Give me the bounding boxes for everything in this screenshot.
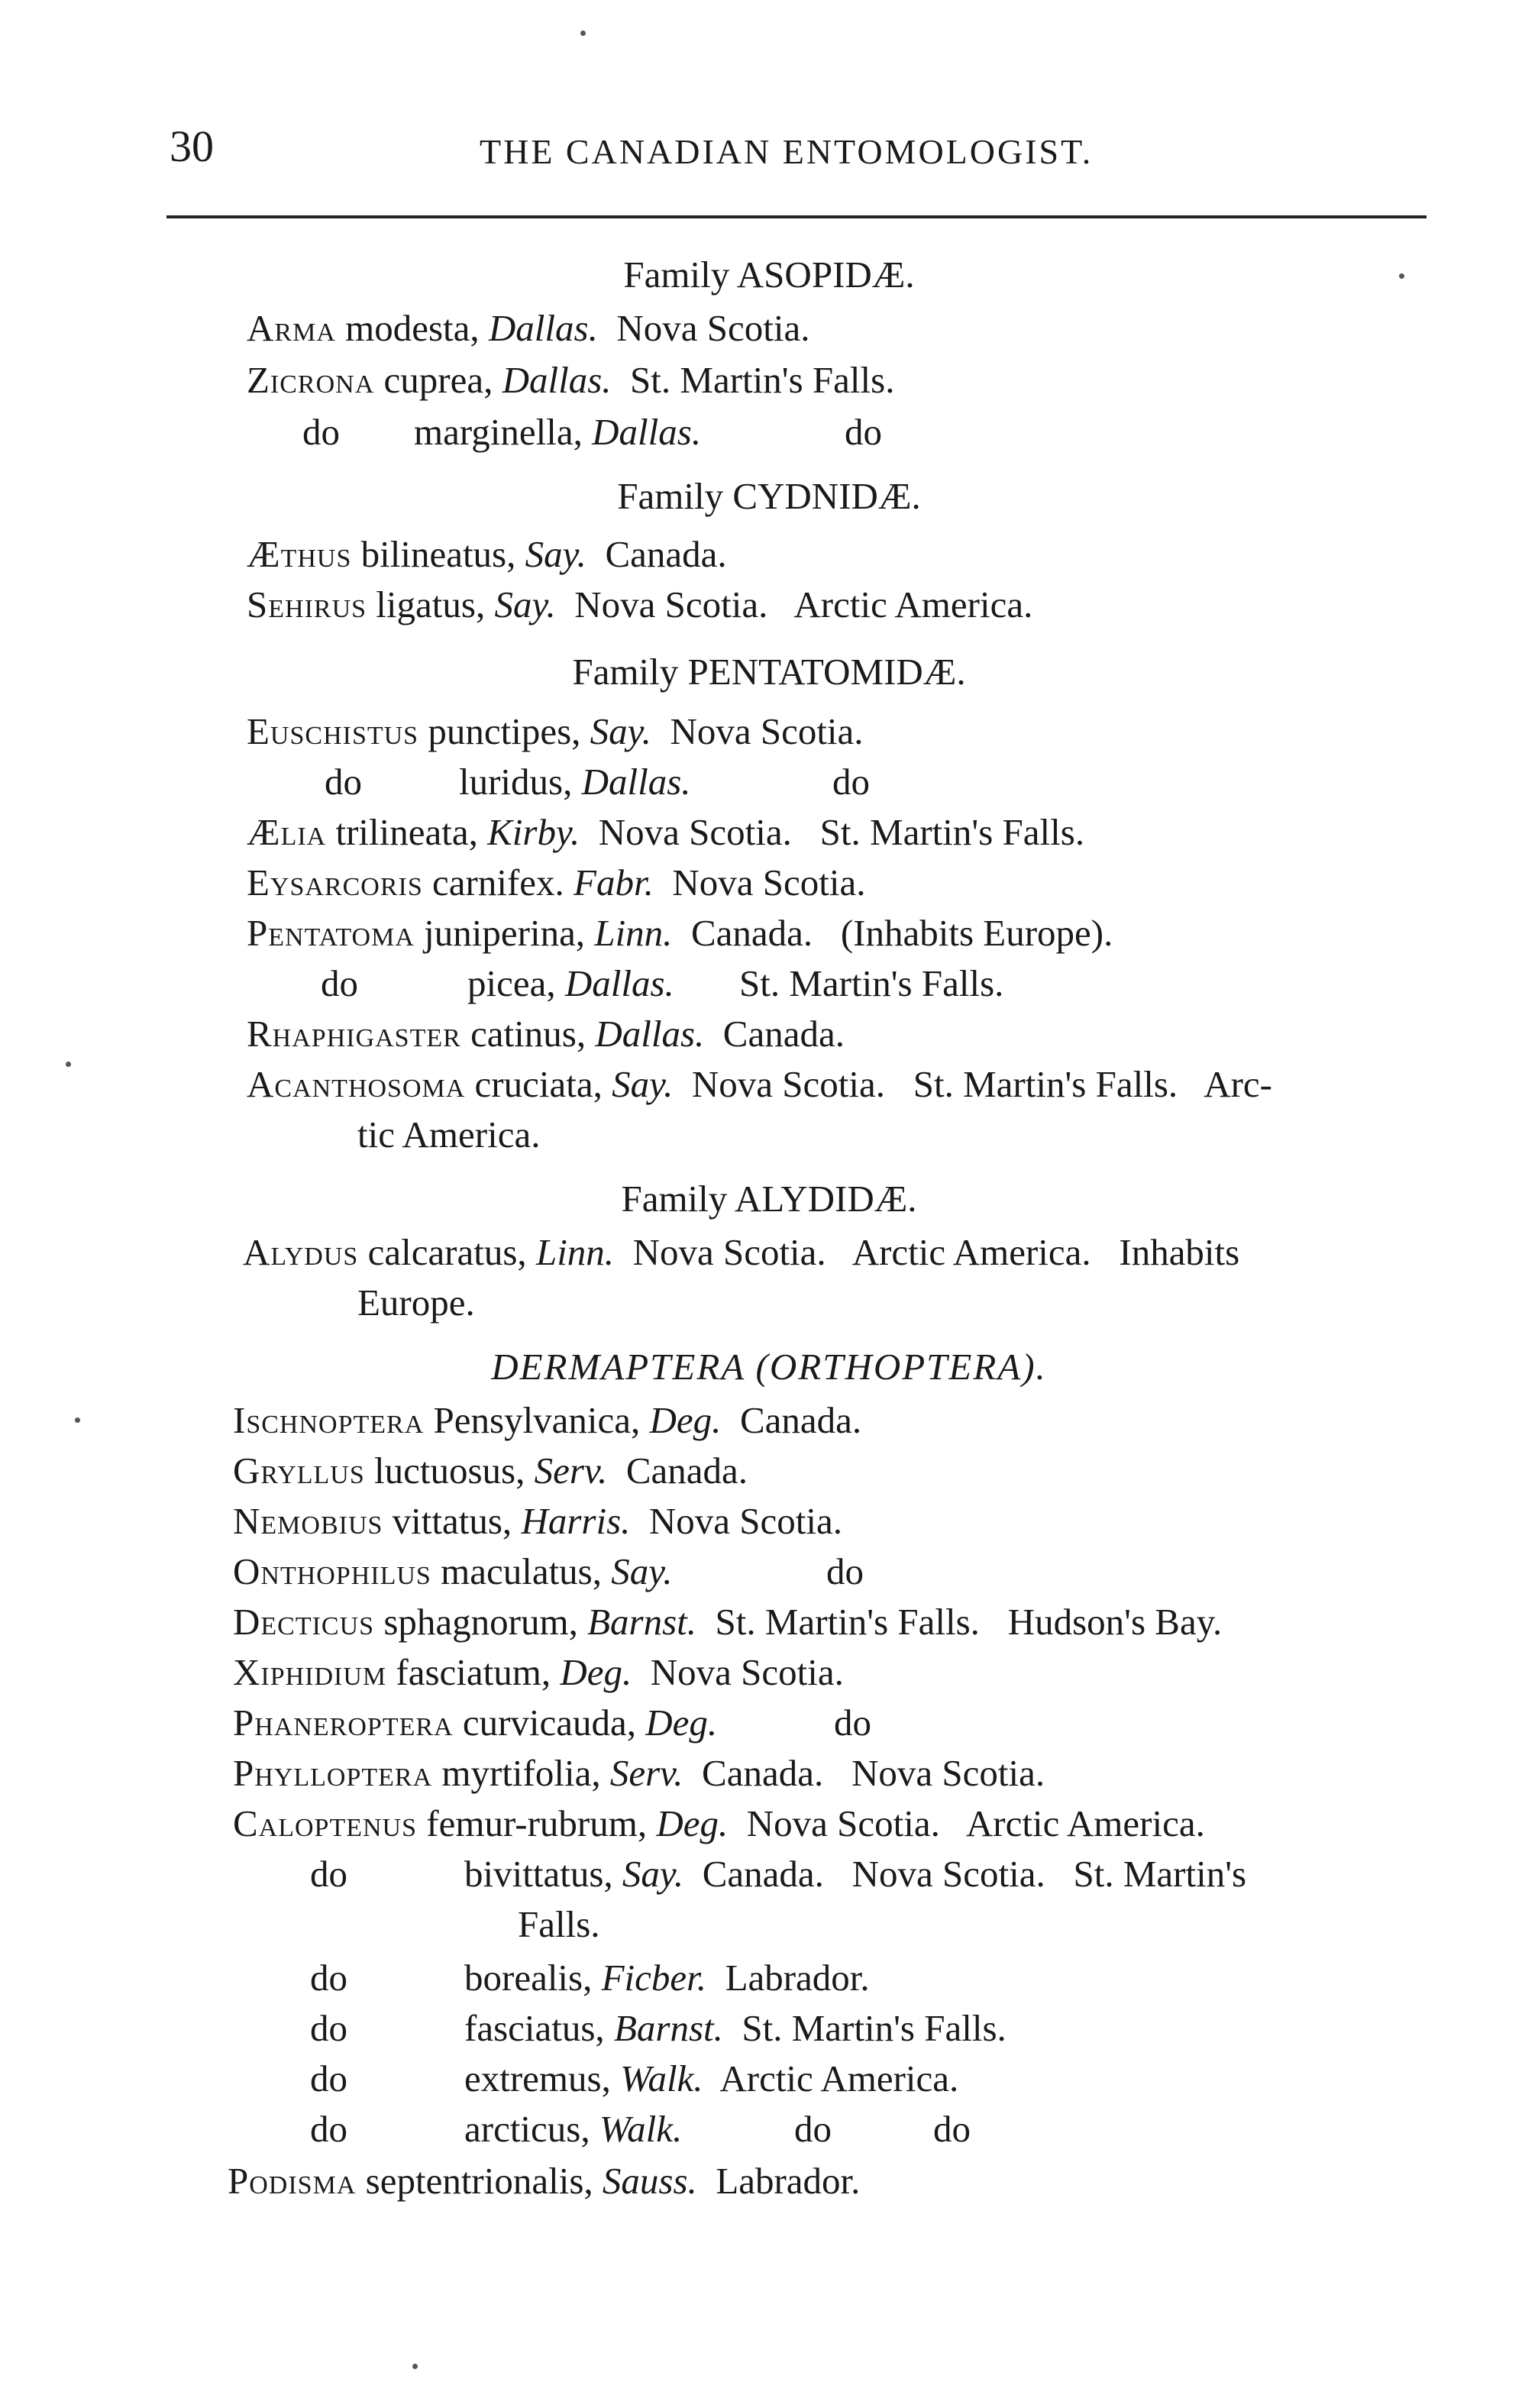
- locality: St. Martin's Falls.: [742, 2007, 1006, 2049]
- locality: Nova Scotia.: [648, 1500, 843, 1542]
- locality: do: [832, 761, 870, 803]
- locality-continuation: tic America.: [357, 1113, 541, 1156]
- locality: Canada.: [722, 1013, 845, 1055]
- locality: Nova Scotia. Arctic America.: [574, 583, 1033, 625]
- locality-continuation: Falls.: [518, 1903, 600, 1945]
- species-name: luridus,: [459, 761, 573, 803]
- locality: do: [826, 1550, 864, 1592]
- ditto-mark: do: [310, 1957, 347, 1999]
- author-name: Say.: [590, 710, 651, 752]
- species-entry: [233, 1498, 842, 1544]
- author-name: Dallas.: [581, 761, 691, 803]
- ditto-mark: do: [310, 2057, 347, 2099]
- locality: do: [845, 411, 882, 453]
- genus-name: Podisma: [228, 2160, 357, 2202]
- locality: St. Martin's Falls.: [630, 359, 895, 401]
- species-name: extremus,: [464, 2057, 611, 2099]
- genus-name: Zicrona: [247, 359, 375, 401]
- locality: Labrador.: [725, 1957, 870, 1999]
- species-name-group: [464, 2106, 682, 2152]
- locality: Nova Scotia.: [672, 861, 866, 903]
- ditto-mark: do: [325, 761, 362, 803]
- locality: Nova Scotia.: [670, 710, 864, 752]
- scan-speck: [1399, 273, 1404, 279]
- species-name: cuprea,: [383, 359, 493, 401]
- genus-name: Rhaphigaster: [247, 1013, 461, 1055]
- author-name: Ficber.: [601, 1957, 707, 1999]
- genus-name: Ælia: [247, 811, 327, 853]
- ditto-mark: do: [310, 2108, 347, 2150]
- species-name: bivittatus,: [464, 1853, 613, 1895]
- author-name: Say.: [622, 1853, 684, 1895]
- species-name-group: [464, 1851, 1246, 1897]
- species-entry: [247, 709, 864, 755]
- author-name: Barnst.: [587, 1601, 697, 1643]
- species-name: calcaratus,: [367, 1231, 527, 1273]
- species-name: borealis,: [464, 1957, 593, 1999]
- species-entry: [247, 305, 809, 351]
- locality: Nova Scotia.: [650, 1651, 844, 1693]
- locality: St. Martin's Falls. Hudson's Bay.: [715, 1601, 1223, 1643]
- ditto-mark: do: [302, 411, 340, 453]
- locality: St. Martin's Falls.: [739, 962, 1004, 1004]
- species-name: modesta,: [345, 307, 480, 349]
- species-name: Pensylvanica,: [433, 1399, 641, 1441]
- species-name: ligatus,: [376, 583, 486, 625]
- locality: Canada.: [625, 1450, 748, 1492]
- author-name: Linn.: [594, 912, 673, 954]
- species-entry: [233, 1549, 1531, 1595]
- species-entry: [233, 1801, 1205, 1847]
- species-entry: [247, 860, 865, 906]
- species-name-group: [464, 1955, 870, 2001]
- genus-name: Phylloptera: [233, 1752, 433, 1794]
- species-name: fasciatus,: [464, 2007, 605, 2049]
- family-heading: Family ALYDIDÆ.: [621, 1178, 917, 1220]
- genus-name: Nemobius: [233, 1500, 383, 1542]
- genus-name: Eysarcoris: [247, 861, 423, 903]
- species-entry: [233, 1650, 844, 1695]
- species-name: marginella,: [414, 411, 583, 453]
- genus-name: Caloptenus: [233, 1802, 418, 1844]
- species-name: vittatus,: [392, 1500, 512, 1542]
- genus-name: Euschistus: [247, 710, 419, 752]
- locality: Canada. Nova Scotia. St. Martin's: [702, 1853, 1247, 1895]
- genus-name: Phaneroptera: [233, 1702, 454, 1744]
- genus-name: Sehirus: [247, 583, 367, 625]
- genus-name: Arma: [247, 307, 336, 349]
- species-name: catinus,: [470, 1013, 586, 1055]
- author-name: Deg.: [649, 1399, 722, 1441]
- species-name: curvicauda,: [462, 1702, 637, 1744]
- species-entry: [228, 2158, 860, 2204]
- species-name: juniperina,: [424, 912, 586, 954]
- locality: Nova Scotia. St. Martin's Falls. Arc-: [691, 1063, 1272, 1105]
- author-name: Walk.: [620, 2057, 703, 2099]
- author-name: Harris.: [521, 1500, 631, 1542]
- genus-name: Gryllus: [233, 1450, 365, 1492]
- scan-speck: [412, 2364, 418, 2369]
- species-entry: [233, 1398, 861, 1443]
- locality: Canada. Nova Scotia.: [702, 1752, 1045, 1794]
- family-heading: Family CYDNIDÆ.: [617, 475, 921, 517]
- species-entry: [233, 1448, 748, 1494]
- species-name: cruciata,: [474, 1063, 603, 1105]
- species-entry: [247, 910, 1113, 956]
- author-name: Serv.: [609, 1752, 683, 1794]
- species-name: septentrionalis,: [365, 2160, 593, 2202]
- locality: Canada.: [605, 533, 727, 575]
- author-name: Walk.: [599, 2108, 683, 2150]
- header-rule: [166, 215, 1427, 218]
- genus-name: Acanthosoma: [247, 1063, 466, 1105]
- locality: Nova Scotia. St. Martin's Falls.: [598, 811, 1085, 853]
- species-name: sphagnorum,: [383, 1601, 578, 1643]
- species-name: luctuosus,: [374, 1450, 525, 1492]
- species-name: picea,: [467, 962, 556, 1004]
- author-name: Say.: [525, 533, 586, 575]
- species-entry: [247, 810, 1084, 855]
- locality: Nova Scotia.: [616, 307, 810, 349]
- species-name: maculatus,: [441, 1550, 602, 1592]
- scan-speck: [75, 1417, 80, 1423]
- species-name: trilineata,: [335, 811, 478, 853]
- author-name: Dallas.: [595, 1013, 705, 1055]
- locality: Canada. (Inhabits Europe).: [690, 912, 1113, 954]
- genus-name: Ischnoptera: [233, 1399, 425, 1441]
- species-name: carnifex.: [432, 861, 564, 903]
- locality: Nova Scotia. Arctic America. Inhabits: [632, 1231, 1240, 1273]
- locality: Nova Scotia. Arctic America.: [746, 1802, 1205, 1844]
- author-name: Dallas.: [564, 962, 674, 1004]
- species-name: punctipes,: [428, 710, 581, 752]
- order-heading: DERMAPTERA (ORTHOPTERA).: [491, 1346, 1047, 1388]
- locality: Canada.: [739, 1399, 862, 1441]
- locality-ditto: do: [933, 2108, 971, 2150]
- author-name: Deg.: [645, 1702, 718, 1744]
- species-name: arcticus,: [464, 2108, 590, 2150]
- species-entry: [243, 1230, 1239, 1275]
- genus-name: Decticus: [233, 1601, 375, 1643]
- genus-name: Xiphidium: [233, 1651, 387, 1693]
- family-heading: Family PENTATOMIDÆ.: [572, 651, 966, 693]
- species-name-group: [464, 2056, 958, 2102]
- species-name-group: [459, 759, 691, 805]
- species-name: myrtifolia,: [441, 1752, 601, 1794]
- ditto-mark: do: [321, 962, 358, 1004]
- locality: do: [834, 1702, 871, 1744]
- author-name: Say.: [611, 1550, 673, 1592]
- species-name-group: [467, 961, 674, 1007]
- genus-name: Onthophilus: [233, 1550, 431, 1592]
- ditto-mark: do: [310, 2007, 347, 2049]
- page-number: 30: [170, 121, 214, 171]
- species-name-group: [464, 2006, 1006, 2051]
- species-entry: [247, 357, 894, 403]
- genus-name: Æthus: [247, 533, 352, 575]
- scan-speck: [580, 31, 586, 36]
- genus-name: Pentatoma: [247, 912, 415, 954]
- author-name: Say.: [612, 1063, 674, 1105]
- species-name: fasciatum,: [396, 1651, 551, 1693]
- author-name: Serv.: [534, 1450, 608, 1492]
- author-name: Barnst.: [613, 2007, 723, 2049]
- species-name: bilineatus,: [360, 533, 516, 575]
- species-entry: [247, 532, 727, 577]
- species-entry: [233, 1750, 1045, 1796]
- scan-speck: [66, 1062, 71, 1067]
- author-name: Linn.: [535, 1231, 615, 1273]
- ditto-mark: do: [310, 1853, 347, 1895]
- locality-continuation: Europe.: [357, 1282, 475, 1324]
- locality: Arctic America.: [719, 2057, 959, 2099]
- running-title: THE CANADIAN ENTOMOLOGIST.: [480, 132, 1094, 171]
- genus-name: Alydus: [243, 1231, 359, 1273]
- author-name: Deg.: [560, 1651, 632, 1693]
- author-name: Sauss.: [602, 2160, 697, 2202]
- species-entry: [247, 1062, 1272, 1107]
- locality: Labrador.: [716, 2160, 861, 2202]
- species-entry: [233, 1599, 1222, 1645]
- author-name: Dallas.: [488, 307, 598, 349]
- author-name: Fabr.: [574, 861, 654, 903]
- author-name: Say.: [494, 583, 556, 625]
- species-entry: [247, 1011, 845, 1057]
- species-entry: [247, 582, 1032, 628]
- species-name: femur-rubrum,: [426, 1802, 648, 1844]
- locality: do: [794, 2108, 832, 2150]
- family-heading: Family ASOPIDÆ.: [623, 254, 915, 296]
- species-entry: [233, 1700, 1531, 1746]
- species-name-group: [414, 409, 701, 455]
- author-name: Kirby.: [487, 811, 580, 853]
- author-name: Dallas.: [502, 359, 612, 401]
- author-name: Deg.: [656, 1802, 729, 1844]
- author-name: Dallas.: [592, 411, 702, 453]
